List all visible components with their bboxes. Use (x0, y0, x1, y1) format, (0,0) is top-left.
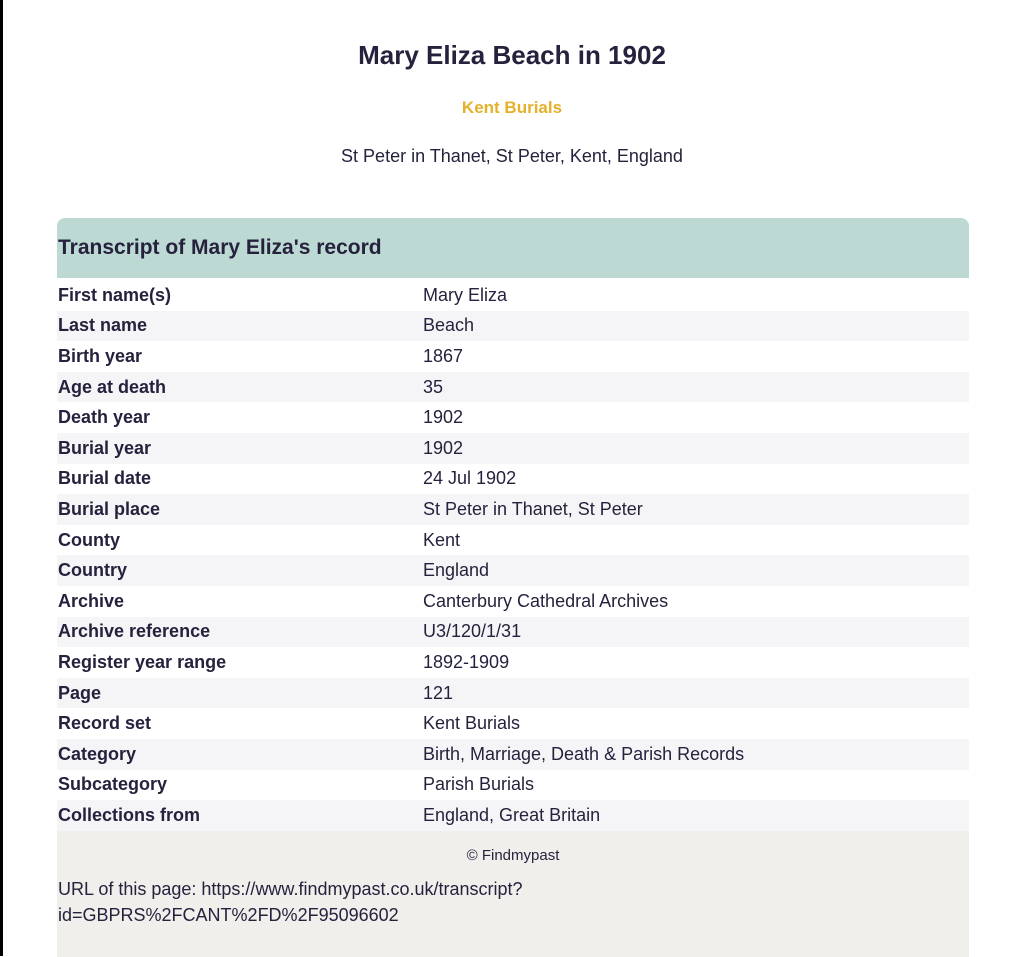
row-value: Canterbury Cathedral Archives (423, 590, 669, 611)
row-value: Kent (423, 529, 461, 550)
copyright-text: © Findmypast (466, 846, 560, 864)
location-text: St Peter in Thanet, St Peter, Kent, England (341, 146, 683, 166)
row-value: Beach (423, 315, 475, 336)
page-url-line-1: URL of this page: https://www.findmypast.co.uk/transcript? (58, 878, 523, 899)
row-label: Birth year (58, 345, 143, 366)
table-row (57, 525, 969, 556)
row-value: Mary Eliza (423, 284, 508, 305)
row-label: Burial place (58, 498, 161, 519)
row-value: U3/120/1/31 (423, 621, 522, 642)
row-label: Subcategory (58, 774, 168, 795)
row-value: 35 (423, 376, 444, 397)
table-row (57, 678, 969, 709)
row-value: Birth, Marriage, Death & Parish Records (423, 743, 745, 764)
row-label: Country (58, 560, 127, 581)
table-row (57, 341, 969, 372)
row-label: Archive (58, 590, 125, 611)
transcript-footer (57, 831, 969, 957)
transcript-card (57, 218, 969, 956)
row-label: Record set (58, 713, 152, 734)
row-value: 1892-1909 (423, 651, 510, 672)
row-value: 121 (423, 682, 454, 703)
table-row (57, 586, 969, 617)
table-row (57, 402, 969, 433)
row-label: Category (58, 743, 137, 764)
row-value: 1867 (423, 345, 464, 366)
row-label: Age at death (58, 376, 167, 397)
row-label: Collections from (58, 804, 201, 825)
row-value: 1902 (423, 407, 464, 428)
table-row (57, 311, 969, 342)
table-row (57, 494, 969, 525)
row-label: Burial year (58, 437, 152, 458)
table-row (57, 708, 969, 739)
table-row (57, 372, 969, 403)
transcript-table (57, 280, 969, 831)
table-row (57, 770, 969, 801)
row-value: England (423, 560, 490, 581)
row-value: St Peter in Thanet, St Peter (423, 498, 643, 519)
transcript-heading: Transcript of Mary Eliza's record (58, 236, 382, 259)
row-label: First name(s) (58, 284, 172, 305)
table-row (57, 433, 969, 464)
row-label: Archive reference (58, 621, 211, 642)
table-row (57, 647, 969, 678)
row-label: Death year (58, 407, 151, 428)
row-label: Page (58, 682, 102, 703)
table-row (57, 280, 969, 311)
page-url (57, 876, 658, 928)
row-value: Kent Burials (423, 713, 521, 734)
table-row (57, 739, 969, 770)
row-label: Register year range (58, 651, 227, 672)
row-label: Last name (58, 315, 148, 336)
table-row (57, 555, 969, 586)
page-url-line-2: id=GBPRS%2FCANT%2FD%2F95096602 (58, 904, 399, 925)
row-value: 24 Jul 1902 (423, 468, 517, 489)
row-label: Burial date (58, 468, 152, 489)
table-row (57, 800, 969, 831)
table-row (57, 617, 969, 648)
row-value: 1902 (423, 437, 464, 458)
page-title: Mary Eliza Beach in 1902 (358, 40, 666, 70)
row-label: County (58, 529, 120, 550)
row-value: England, Great Britain (423, 804, 601, 825)
row-value: Parish Burials (423, 774, 535, 795)
record-set-subtitle[interactable]: Kent Burials (461, 98, 563, 117)
transcript-card-header (57, 218, 969, 278)
table-row (57, 464, 969, 495)
